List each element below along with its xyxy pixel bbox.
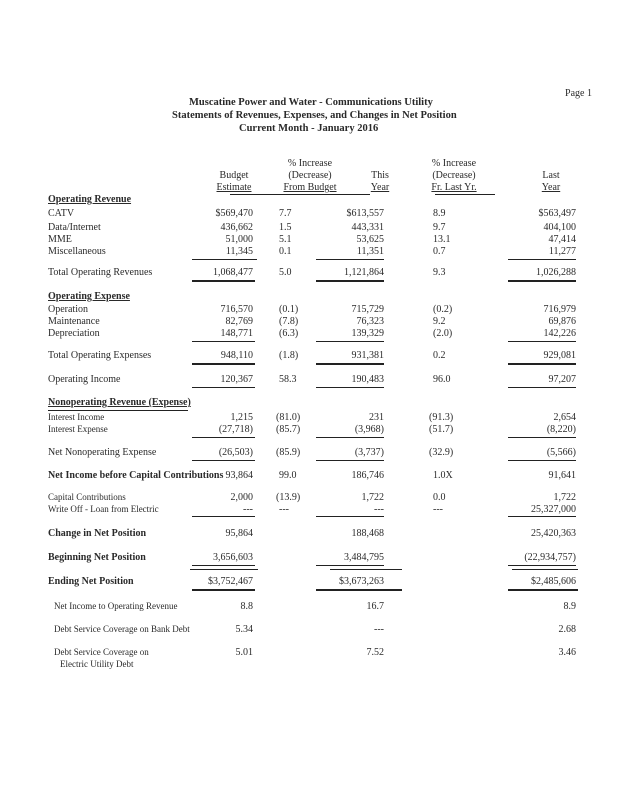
report-subtitle: Statements of Revenues, Expenses, and Changes in Net Position bbox=[172, 110, 457, 121]
section-nonoperating: Nonoperating Revenue (Expense) bbox=[48, 397, 191, 408]
total-rule bbox=[192, 589, 255, 591]
this-year-value: 443,331 bbox=[351, 222, 384, 233]
this-year-value: 188,468 bbox=[351, 528, 384, 539]
row-label: Ending Net Position bbox=[48, 576, 134, 587]
last-year-value: 47,414 bbox=[548, 234, 576, 245]
subtotal-rule bbox=[192, 387, 255, 388]
last-year-value: 97,207 bbox=[548, 374, 576, 385]
last-year-value: 8.9 bbox=[563, 601, 576, 612]
pct-budget-value: 7.7 bbox=[279, 208, 292, 219]
this-year-value: 53,625 bbox=[356, 234, 384, 245]
subtotal-rule bbox=[190, 569, 258, 570]
pct-budget-value: 1.5 bbox=[279, 222, 292, 233]
this-year-value: 76,323 bbox=[356, 316, 384, 327]
last-year-value: (22,934,757) bbox=[524, 552, 576, 563]
row-label: Change in Net Position bbox=[48, 528, 147, 539]
pct-budget-value: (13.9) bbox=[276, 492, 301, 503]
pct-last-value: 8.9 bbox=[433, 208, 446, 219]
row-label: Operating Income bbox=[48, 374, 121, 385]
row-label: Depreciation bbox=[48, 328, 100, 339]
subtotal-rule bbox=[316, 387, 384, 388]
pct-budget-value: 5.1 bbox=[279, 234, 292, 245]
col-header-pct-last bbox=[418, 158, 490, 194]
this-year-value: 231 bbox=[369, 412, 384, 423]
last-year-value: 25,327,000 bbox=[531, 504, 576, 515]
subtotal-rule bbox=[508, 565, 576, 566]
subtotal-rule bbox=[508, 341, 576, 342]
subtotal-rule bbox=[508, 516, 576, 517]
total-rule bbox=[508, 280, 576, 282]
this-year-value: 715,729 bbox=[351, 304, 384, 315]
this-year-value: 11,351 bbox=[356, 246, 384, 257]
pct-last-value: 0.2 bbox=[433, 350, 446, 361]
budget-value: 51,000 bbox=[225, 234, 253, 245]
row-label: CATV bbox=[48, 208, 75, 219]
pct-budget-value: (1.8) bbox=[279, 350, 299, 361]
pct-budget-value: 5.0 bbox=[279, 267, 292, 278]
pct-budget-value: 0.1 bbox=[279, 246, 292, 257]
row-label: Net Income before Capital Contributions bbox=[48, 470, 224, 481]
pct-budget-value: (81.0) bbox=[276, 412, 301, 423]
total-rule bbox=[316, 363, 384, 365]
subtotal-rule bbox=[316, 341, 384, 342]
subtotal-rule bbox=[192, 460, 255, 461]
row-label: Total Operating Expenses bbox=[48, 350, 152, 361]
this-year-value: 1,722 bbox=[361, 492, 384, 503]
this-year-value: (3,968) bbox=[354, 424, 384, 435]
pct-last-value: 96.0 bbox=[433, 374, 451, 385]
total-rule bbox=[192, 363, 255, 365]
subtotal-rule bbox=[192, 437, 255, 438]
pct-last-value: 0.7 bbox=[433, 246, 446, 257]
budget-value: 948,110 bbox=[220, 350, 253, 361]
row-label: Total Operating Revenues bbox=[48, 267, 153, 278]
pct-last-value: (51.7) bbox=[429, 424, 454, 435]
col-header-pct-budget bbox=[262, 158, 358, 194]
budget-value: $569,470 bbox=[215, 208, 253, 219]
pct-last-value: 9.7 bbox=[433, 222, 446, 233]
subtotal-rule bbox=[508, 460, 576, 461]
this-year-value: 139,329 bbox=[351, 328, 384, 339]
row-label: Write Off - Loan from Electric bbox=[48, 504, 159, 514]
this-year-value: --- bbox=[374, 504, 384, 515]
row-label: Maintenance bbox=[48, 316, 100, 327]
row-label: Capital Contributions bbox=[48, 492, 126, 502]
this-year-value: 1,121,864 bbox=[344, 267, 384, 278]
pct-last-value: 1.0X bbox=[433, 470, 453, 481]
last-year-value: (8,220) bbox=[546, 424, 576, 435]
subtotal-rule bbox=[316, 460, 384, 461]
row-label: Net Income to Operating Revenue bbox=[54, 601, 178, 611]
col-header-line: Budget bbox=[219, 170, 249, 181]
budget-value: 95,864 bbox=[225, 528, 253, 539]
subtotal-rule bbox=[316, 565, 384, 566]
pct-last-value: (91.3) bbox=[429, 412, 454, 423]
row-label: Data/Internet bbox=[48, 222, 101, 233]
pct-budget-value: 99.0 bbox=[279, 470, 297, 481]
total-rule bbox=[508, 589, 578, 591]
col-header-line: (Decrease) bbox=[432, 170, 476, 181]
budget-value: --- bbox=[243, 504, 253, 515]
this-year-value: 3,484,795 bbox=[344, 552, 384, 563]
subtotal-rule bbox=[330, 569, 402, 570]
budget-value: 120,367 bbox=[220, 374, 253, 385]
row-label: Interest Expense bbox=[48, 424, 108, 434]
pct-budget-value: (0.1) bbox=[279, 304, 299, 315]
col-header-line: Estimate bbox=[216, 182, 252, 193]
this-year-value: $613,557 bbox=[346, 208, 384, 219]
row-label: Miscellaneous bbox=[48, 246, 106, 257]
row-label: Interest Income bbox=[48, 412, 105, 422]
page-number: Page 1 bbox=[565, 88, 592, 99]
subtotal-rule bbox=[316, 516, 384, 517]
budget-value: (26,503) bbox=[218, 447, 253, 458]
subtotal-rule bbox=[508, 387, 576, 388]
col-header-line: Year bbox=[541, 182, 561, 193]
last-year-value: 404,100 bbox=[543, 222, 576, 233]
section-operating-expense: Operating Expense bbox=[48, 291, 130, 302]
subtotal-rule bbox=[316, 437, 384, 438]
pct-last-value: --- bbox=[433, 504, 443, 515]
last-year-value: 3.46 bbox=[558, 647, 576, 658]
this-year-value: (3,737) bbox=[354, 447, 384, 458]
pct-budget-value: (85.9) bbox=[276, 447, 301, 458]
last-year-value: 25,420,363 bbox=[531, 528, 576, 539]
pct-budget-value: --- bbox=[279, 504, 289, 515]
row-label: Beginning Net Position bbox=[48, 552, 146, 563]
col-header-line: (Decrease) bbox=[288, 170, 332, 181]
budget-value: $3,752,467 bbox=[208, 576, 253, 587]
subtotal-rule bbox=[192, 341, 255, 342]
col-header-line: This bbox=[371, 170, 389, 181]
last-year-value: $563,497 bbox=[538, 208, 576, 219]
budget-value: 1,068,477 bbox=[213, 267, 253, 278]
last-year-value: 1,026,288 bbox=[536, 267, 576, 278]
pct-last-value: 0.0 bbox=[433, 492, 446, 503]
budget-value: 148,771 bbox=[220, 328, 253, 339]
subtotal-rule bbox=[508, 437, 576, 438]
last-year-value: $2,485,606 bbox=[531, 576, 576, 587]
total-rule bbox=[316, 589, 402, 591]
subtotal-rule bbox=[192, 259, 255, 260]
col-header-line: Year bbox=[370, 182, 390, 193]
subtotal-rule bbox=[192, 516, 255, 517]
last-year-value: 2,654 bbox=[553, 412, 576, 423]
budget-value: 5.01 bbox=[235, 647, 253, 658]
last-year-value: 929,081 bbox=[543, 350, 576, 361]
pct-budget-value: (6.3) bbox=[279, 328, 299, 339]
this-year-value: 931,381 bbox=[351, 350, 384, 361]
last-year-value: (5,566) bbox=[546, 447, 576, 458]
pct-last-value: (0.2) bbox=[433, 304, 453, 315]
budget-value: 436,662 bbox=[220, 222, 253, 233]
last-year-value: 11,277 bbox=[548, 246, 576, 257]
col-header-line: Last bbox=[542, 170, 560, 181]
col-header-this-year bbox=[365, 170, 395, 194]
col-header-line: % Increase bbox=[431, 158, 477, 169]
col-header-line: Fr. Last Yr. bbox=[431, 182, 477, 193]
total-rule bbox=[192, 280, 255, 282]
last-year-value: 716,979 bbox=[543, 304, 576, 315]
budget-value: (27,718) bbox=[218, 424, 253, 435]
row-label: Debt Service Coverage on Bank Debt bbox=[54, 624, 190, 634]
pct-last-value: (2.0) bbox=[433, 328, 453, 339]
this-year-value: $3,673,263 bbox=[339, 576, 384, 587]
pct-last-value: 9.3 bbox=[433, 267, 446, 278]
this-year-value: --- bbox=[374, 624, 384, 635]
pct-last-value: 9.2 bbox=[433, 316, 446, 327]
col-header-budget bbox=[214, 170, 254, 194]
budget-value: 93,864 bbox=[225, 470, 253, 481]
budget-value: 5.34 bbox=[235, 624, 253, 635]
header-rule bbox=[230, 194, 370, 195]
subtotal-rule bbox=[512, 569, 578, 570]
budget-value: 2,000 bbox=[230, 492, 253, 503]
budget-value: 8.8 bbox=[240, 601, 253, 612]
report-title: Muscatine Power and Water - Communications Utility bbox=[189, 97, 433, 108]
col-header-line: From Budget bbox=[283, 182, 337, 193]
row-label: Operation bbox=[48, 304, 88, 315]
row-label-continued: Electric Utility Debt bbox=[60, 659, 134, 669]
last-year-value: 1,722 bbox=[553, 492, 576, 503]
this-year-value: 7.52 bbox=[366, 647, 384, 658]
row-label: Debt Service Coverage on bbox=[54, 647, 149, 657]
total-rule bbox=[316, 280, 384, 282]
pct-budget-value: 58.3 bbox=[279, 374, 297, 385]
budget-value: 82,769 bbox=[225, 316, 253, 327]
section-rule bbox=[48, 410, 188, 411]
subtotal-rule bbox=[508, 259, 576, 260]
budget-value: 11,345 bbox=[225, 246, 253, 257]
last-year-value: 2.68 bbox=[558, 624, 576, 635]
pct-last-value: 13.1 bbox=[433, 234, 451, 245]
pct-last-value: (32.9) bbox=[429, 447, 454, 458]
this-year-value: 190,483 bbox=[351, 374, 384, 385]
report-period: Current Month - January 2016 bbox=[239, 123, 379, 134]
last-year-value: 69,876 bbox=[548, 316, 576, 327]
header-rule bbox=[435, 194, 495, 195]
pct-budget-value: (85.7) bbox=[276, 424, 301, 435]
total-rule bbox=[508, 363, 576, 365]
budget-value: 3,656,603 bbox=[213, 552, 253, 563]
subtotal-rule bbox=[316, 259, 384, 260]
budget-value: 1,215 bbox=[230, 412, 253, 423]
budget-value: 716,570 bbox=[220, 304, 253, 315]
last-year-value: 142,226 bbox=[543, 328, 576, 339]
this-year-value: 16.7 bbox=[366, 601, 384, 612]
row-label: MME bbox=[48, 234, 72, 245]
section-operating-revenue: Operating Revenue bbox=[48, 194, 132, 205]
col-header-last-year bbox=[536, 170, 566, 194]
col-header-line: % Increase bbox=[287, 158, 333, 169]
row-label: Net Nonoperating Expense bbox=[48, 447, 157, 458]
this-year-value: 186,746 bbox=[351, 470, 384, 481]
pct-budget-value: (7.8) bbox=[279, 316, 299, 327]
subtotal-rule bbox=[192, 565, 255, 566]
last-year-value: 91,641 bbox=[548, 470, 576, 481]
